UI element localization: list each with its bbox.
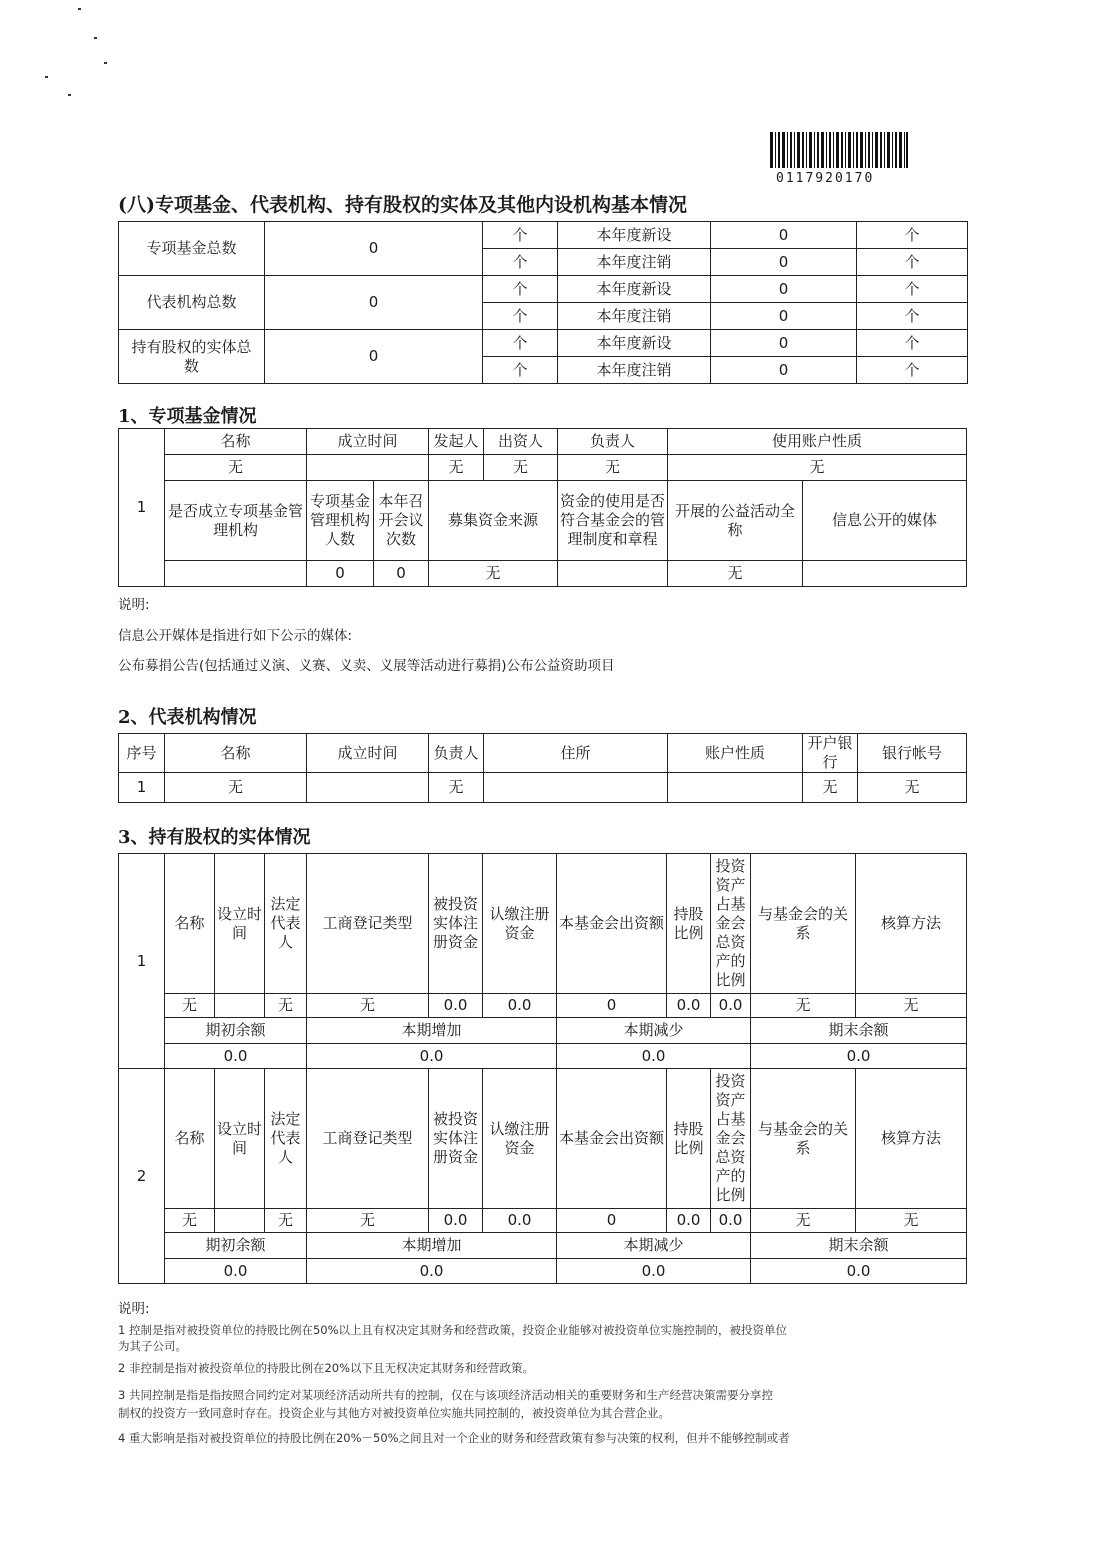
header-cell: 工商登记类型	[307, 1069, 429, 1209]
balance-header: 期末余额	[751, 1233, 967, 1259]
sub-label: 本年度注销	[558, 303, 711, 330]
row-total: 0	[265, 330, 483, 384]
header-cell: 名称	[165, 734, 307, 773]
value-cell: 0.0	[711, 994, 751, 1018]
balance-value: 0.0	[307, 1259, 557, 1284]
value-cell	[165, 561, 307, 587]
header-cell: 是否成立专项基金管理机构	[165, 481, 307, 561]
row-label: 专项基金总数	[119, 222, 265, 276]
value-cell	[215, 994, 265, 1018]
value-cell: 无	[265, 994, 307, 1018]
note-line: 制权的投资方一致同意时存在。投资企业与其他方对被投资单位实施共同控制的，被投资单位为其合营企业。	[118, 1406, 670, 1420]
rep-title: 2、代表机构情况	[118, 707, 257, 728]
header-cell: 持股比例	[667, 854, 711, 994]
balance-header: 本期增加	[307, 1233, 557, 1259]
value-cell	[668, 773, 803, 803]
value-cell: 无	[856, 994, 967, 1018]
sub-label: 本年度注销	[558, 249, 711, 276]
value-cell: 无	[668, 455, 967, 481]
note-line: 信息公开媒体是指进行如下公示的媒体:	[118, 628, 353, 644]
rep-table	[118, 733, 967, 803]
value-cell: 0	[557, 994, 667, 1018]
balance-header: 本期减少	[557, 1233, 751, 1259]
value-cell: 无	[165, 1209, 215, 1233]
balance-value: 0.0	[165, 1259, 307, 1284]
balance-header: 本期增加	[307, 1018, 557, 1044]
value-cell: 0.0	[667, 994, 711, 1018]
sub-label: 本年度注销	[558, 357, 711, 384]
header-cell: 住所	[484, 734, 668, 773]
barcode-number: 0117920170	[776, 171, 875, 186]
unit: 个	[857, 276, 968, 303]
value-cell: 无	[307, 994, 429, 1018]
header-cell: 负责人	[558, 429, 668, 455]
value-cell: 无	[307, 1209, 429, 1233]
note-line: 2 非控制是指对被投资单位的持股比例在20%以下且无权决定其财务和经营政策。	[118, 1361, 535, 1375]
header-cell: 发起人	[429, 429, 484, 455]
header-cell: 本基金会出资额	[557, 854, 667, 994]
sub-label: 本年度新设	[558, 222, 711, 249]
unit: 个	[857, 249, 968, 276]
header-cell: 核算方法	[856, 854, 967, 994]
value-cell: 无	[265, 1209, 307, 1233]
header-cell: 成立时间	[307, 429, 429, 455]
header-cell: 工商登记类型	[307, 854, 429, 994]
unit: 个	[483, 330, 558, 357]
value-cell: 无	[165, 773, 307, 803]
balance-value: 0.0	[307, 1044, 557, 1069]
value-cell: 0	[557, 1209, 667, 1233]
header-cell: 出资人	[484, 429, 558, 455]
balance-header: 期初余额	[165, 1233, 307, 1259]
header-cell: 认缴注册资金	[483, 1069, 557, 1209]
barcode	[770, 132, 908, 168]
header-cell: 本基金会出资额	[557, 1069, 667, 1209]
sub-value: 0	[711, 303, 857, 330]
summary-table	[118, 221, 968, 384]
header-cell: 被投资实体注册资金	[429, 1069, 483, 1209]
row-total: 0	[265, 276, 483, 330]
value-cell: 无	[856, 1209, 967, 1233]
value-cell	[215, 1209, 265, 1233]
header-cell: 本年召开会议次数	[374, 481, 429, 561]
value-cell: 0.0	[667, 1209, 711, 1233]
sub-value: 0	[711, 276, 857, 303]
header-cell: 被投资实体注册资金	[429, 854, 483, 994]
sub-value: 0	[711, 249, 857, 276]
unit: 个	[857, 222, 968, 249]
header-cell: 投资资产占基金会总资产的比例	[711, 854, 751, 994]
fund-index: 1	[119, 429, 165, 587]
value-cell: 无	[429, 561, 558, 587]
header-cell: 开展的公益活动全称	[668, 481, 803, 561]
sub-value: 0	[711, 357, 857, 384]
value-cell	[558, 561, 668, 587]
header-cell: 名称	[165, 854, 215, 994]
entity-index: 2	[119, 1069, 165, 1284]
header-cell: 认缴注册资金	[483, 854, 557, 994]
value-cell: 0.0	[483, 994, 557, 1018]
balance-value: 0.0	[751, 1044, 967, 1069]
row-total: 0	[265, 222, 483, 276]
value-cell: 无	[165, 994, 215, 1018]
sub-label: 本年度新设	[558, 276, 711, 303]
row-label: 代表机构总数	[119, 276, 265, 330]
unit: 个	[483, 303, 558, 330]
scan-speck	[94, 37, 97, 39]
value-cell: 0.0	[429, 1209, 483, 1233]
header-cell: 成立时间	[307, 734, 429, 773]
balance-value: 0.0	[165, 1044, 307, 1069]
header-cell: 负责人	[429, 734, 484, 773]
note-line: 4 重大影响是指对被投资单位的持股比例在20%－50%之间且对一个企业的财务和经营政策有参与决策的权利，但并不能够控制或者	[118, 1431, 790, 1445]
value-cell	[484, 773, 668, 803]
header-cell: 资金的使用是否符合基金会的管理制度和章程	[558, 481, 668, 561]
scan-speck	[104, 62, 107, 64]
note-line: 说明:	[118, 597, 150, 613]
unit: 个	[857, 303, 968, 330]
value-cell: 0.0	[429, 994, 483, 1018]
value-cell: 无	[751, 994, 856, 1018]
equity-table	[118, 853, 967, 1284]
value-cell: 无	[803, 773, 858, 803]
scan-speck	[78, 8, 81, 10]
value-cell	[307, 455, 429, 481]
unit: 个	[857, 357, 968, 384]
note-line: 为其子公司。	[118, 1339, 187, 1353]
balance-value: 0.0	[557, 1259, 751, 1284]
header-cell: 法定代表人	[265, 1069, 307, 1209]
unit: 个	[857, 330, 968, 357]
fund-title: 1、专项基金情况	[118, 406, 257, 427]
header-cell: 与基金会的关系	[751, 1069, 856, 1209]
header-cell: 持股比例	[667, 1069, 711, 1209]
sub-label: 本年度新设	[558, 330, 711, 357]
header-cell: 核算方法	[856, 1069, 967, 1209]
value-cell: 0	[374, 561, 429, 587]
value-cell: 0.0	[711, 1209, 751, 1233]
header-cell: 账户性质	[668, 734, 803, 773]
value-cell: 无	[751, 1209, 856, 1233]
header-cell: 设立时间	[215, 1069, 265, 1209]
header-cell: 与基金会的关系	[751, 854, 856, 994]
equity-title: 3、持有股权的实体情况	[118, 827, 311, 848]
header-cell: 募集资金来源	[429, 481, 558, 561]
value-cell	[307, 773, 429, 803]
value-cell: 无	[484, 455, 558, 481]
value-cell: 无	[668, 561, 803, 587]
section-title: (八)专项基金、代表机构、持有股权的实体及其他内设机构基本情况	[118, 194, 687, 216]
value-cell: 0.0	[483, 1209, 557, 1233]
note-line: 3 共同控制是指是指按照合同约定对某项经济活动所共有的控制，仅在与该项经济活动相关的重要财务和生产经营决策需要分享控	[118, 1388, 773, 1402]
scan-speck	[45, 76, 48, 78]
value-cell: 无	[165, 455, 307, 481]
value-cell: 无	[558, 455, 668, 481]
balance-header: 本期减少	[557, 1018, 751, 1044]
unit: 个	[483, 357, 558, 384]
header-cell: 开户银行	[803, 734, 858, 773]
unit: 个	[483, 222, 558, 249]
fund-table	[118, 428, 967, 587]
note-line: 说明:	[118, 1301, 150, 1317]
entity-index: 1	[119, 854, 165, 1069]
sub-value: 0	[711, 222, 857, 249]
unit: 个	[483, 249, 558, 276]
header-cell: 信息公开的媒体	[803, 481, 967, 561]
scan-speck	[68, 94, 71, 96]
balance-value: 0.0	[557, 1044, 751, 1069]
header-cell: 序号	[119, 734, 165, 773]
sub-value: 0	[711, 330, 857, 357]
value-cell: 无	[429, 455, 484, 481]
balance-value: 0.0	[751, 1259, 967, 1284]
header-cell: 投资资产占基金会总资产的比例	[711, 1069, 751, 1209]
value-cell: 1	[119, 773, 165, 803]
value-cell: 0	[307, 561, 374, 587]
balance-header: 期末余额	[751, 1018, 967, 1044]
unit: 个	[483, 276, 558, 303]
value-cell: 无	[429, 773, 484, 803]
header-cell: 专项基金管理机构人数	[307, 481, 374, 561]
value-cell: 无	[858, 773, 967, 803]
value-cell	[803, 561, 967, 587]
note-line: 公布募捐公告(包括通过义演、义赛、义卖、义展等活动进行募捐)公布公益资助项目	[118, 658, 615, 674]
header-cell: 使用账户性质	[668, 429, 967, 455]
header-cell: 名称	[165, 429, 307, 455]
header-cell: 法定代表人	[265, 854, 307, 994]
row-label: 持有股权的实体总数	[119, 330, 265, 384]
header-cell: 设立时间	[215, 854, 265, 994]
note-line: 1 控制是指对被投资单位的持股比例在50%以上且有权决定其财务和经营政策，投资企业能够对被投资单位实施控制的，被投资单位	[118, 1323, 788, 1337]
balance-header: 期初余额	[165, 1018, 307, 1044]
header-cell: 名称	[165, 1069, 215, 1209]
header-cell: 银行帐号	[858, 734, 967, 773]
